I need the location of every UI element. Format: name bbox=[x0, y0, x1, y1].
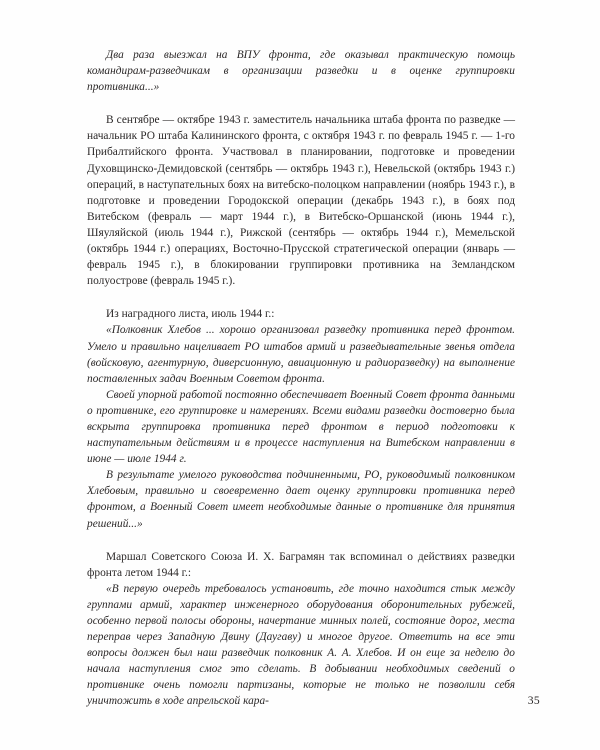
paragraph-bagramyan-quote: «В первую очередь требовалось установить, где точно находится стык между группами армий, характер инженерного оборудования оборонительных рубежей, особенно первой полосы обороны, начертание минных полей, состояние дорог, места переправ через Западную Двину (Даугаву) и многое другое. Ответить на все эти вопросы должен был наш разведчик полковник А. А. Хлебов. И он еще за неделю до начала наступления смог это сделать. В добывании необходимых сведений о противнике очень помогли партизаны, которые не только не позволили себя уничтожить в ходе апрельской кара- bbox=[87, 582, 515, 708]
paragraph-award-2: Своей упорной работой постоянно обеспечивает Военный Совет фронта данными о противнике, его группировке и намерениях. Всеми видами разведки достоверно была вскрыта группировка противника перед фронтом в период подготовки к наступательным действиям и в процессе наступления на Витебском направлении в июне — июле 1944 г. bbox=[87, 388, 515, 466]
paragraph-award-3: В результате умелого руководства подчиненными, РО, руководимый полковником Хлебовым, правильно и своевременно дает оценку группировки противника перед фронтом, а Военный Совет имеет необходимые данные о противнике для принятия решений...» bbox=[87, 469, 515, 530]
paragraph-bagramyan-intro: Маршал Советского Союза И. Х. Баграмян так вспоминал о действиях разведки фронта летом 1944 г.: bbox=[87, 550, 515, 579]
paragraph-award-intro: Из наградного листа, июль 1944 г.: bbox=[106, 308, 275, 321]
page-number: 35 bbox=[527, 694, 540, 707]
paragraph-biography: В сентябре — октябре 1943 г. заместитель начальника штаба фронта по разведке — начальник РО штаба Калининского фронта, с октября 1943 г. по февраль 1945 г. — 1-го Прибалтийского фронта. Участвовал в планировании, подготовке и проведении Духовщинско-Демидовской (сентябрь — октябрь 1943 г.), Невельской (октябрь 1943 г.) операций, в наступательных боях на витебско-полоцком направлении (ноябрь 1943 г.), в подготовке и проведении Городокской операции (декабрь 1943 г.), в боях под Витебском (февраль — март 1944 г.), в Витебско-Оршанской (июнь 1944 г.), Шяуляйской (июль 1944 г.), Рижской (сентябрь — октябрь 1944 г.), Мемельской (октябрь 1944 г.) операциях, Восточно-Прусской стратегической операции (январь — февраль 1945 г.), в блокировании группировки противника на Земландском полуострове (февраль 1945 г.). bbox=[87, 114, 515, 288]
text-column bbox=[87, 47, 515, 710]
paragraph-quote-vpu: Два раза выезжал на ВПУ фронта, где оказывал практическую помощь командирам-разведчикам в организации разведки и в оценке группировки противника...» bbox=[87, 49, 515, 94]
paragraph-award-1: «Полковник Хлебов ... хорошо организовал разведку противника перед фронтом. Умело и правильно нацеливает РО штабов армий и разведывательные звенья отдела (войсковую, агентурную, диверсионную, авиационную и радиоразведку) на выполнение поставленных задач Военным Советом фронта. bbox=[87, 324, 515, 385]
